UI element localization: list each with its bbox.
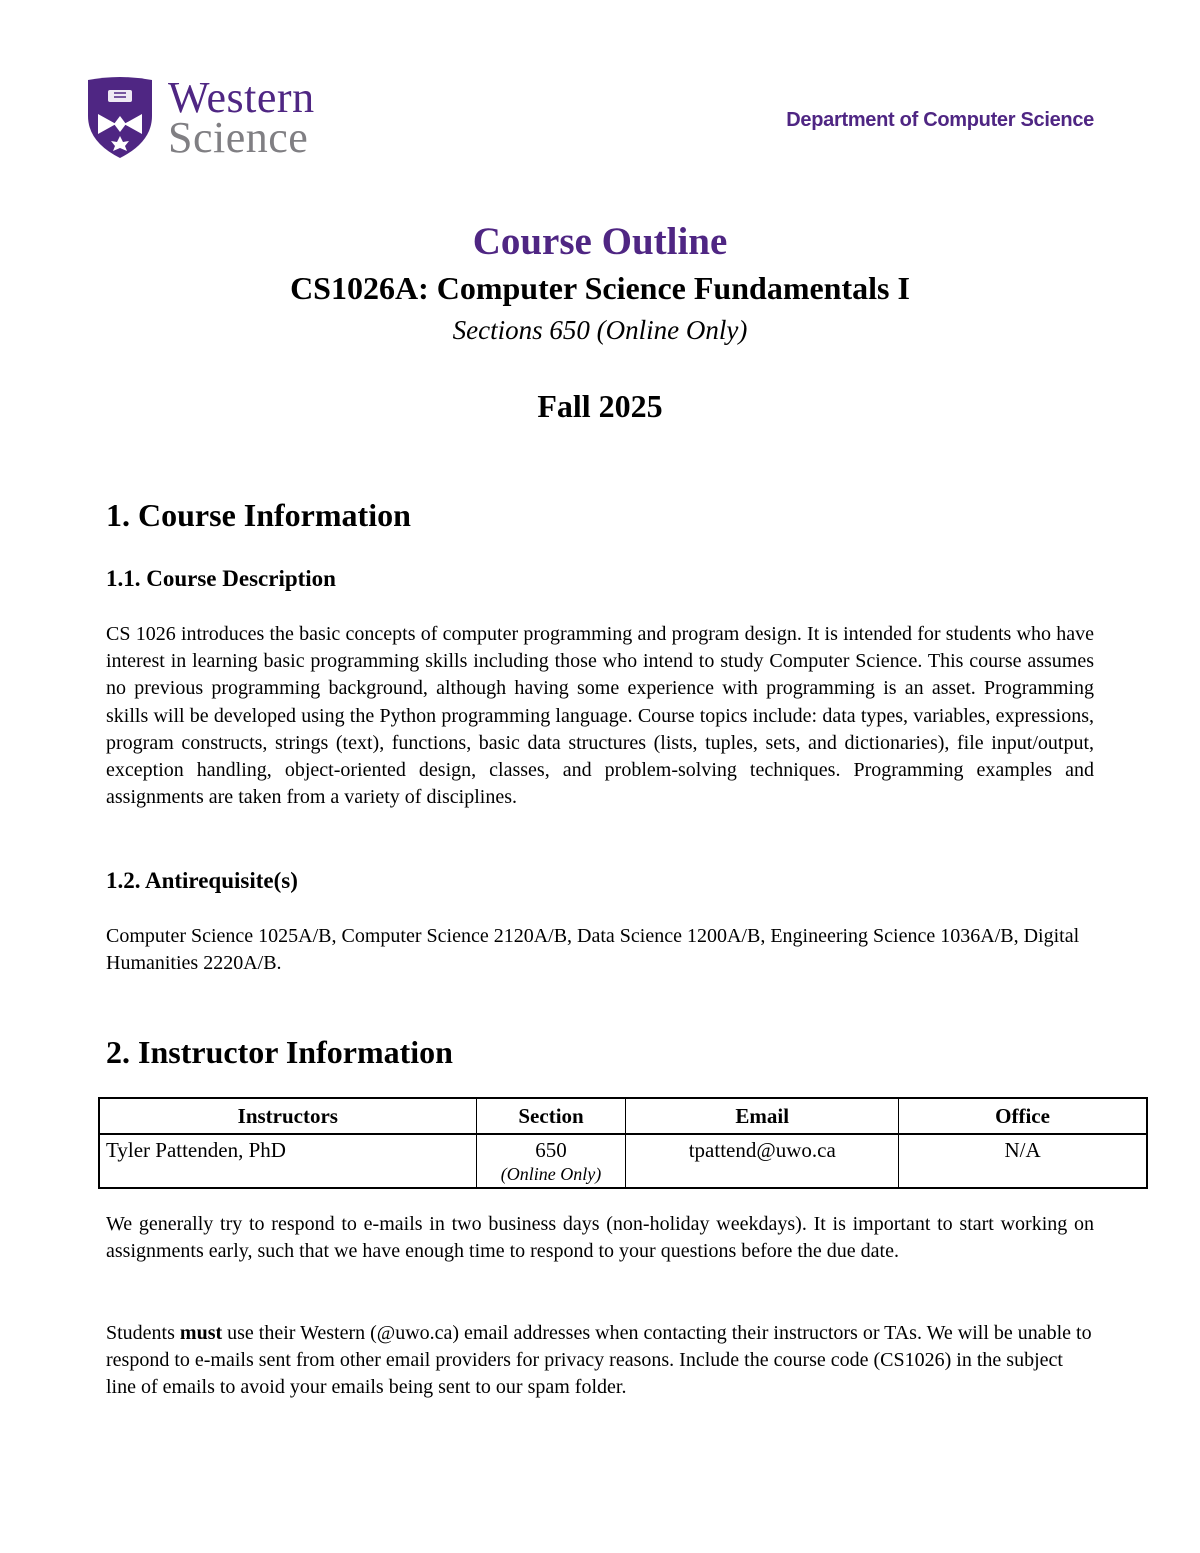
section-cell [476,1134,626,1188]
instructor-office: N/A [899,1134,1147,1188]
column-header: Email [626,1098,899,1134]
antirequisites-body [106,923,1096,977]
text-fragment: use their Western (@uwo.ca) email addresses when contacting their instructors or TAs. We will be unable to respond to e-mails sent from other email providers for privacy reasons. Include the course code (CS1026) in the subject line of emails to avoid your emails being sent to our spam folder. [106,1322,1092,1399]
email-response-paragraph [106,1211,1094,1265]
course-description-body [106,621,1094,811]
table-header-row [99,1098,1147,1134]
table-row [99,1134,1147,1188]
section-note: (Online Only) [500,1164,602,1184]
subsection-heading: 1.1. Course Description [106,566,336,591]
western-science-logo [86,73,346,162]
email-policy-text [106,1320,1094,1402]
email-response-text: We generally try to respond to e-mails in two business days (non-holiday weekdays). It is important to start working on assignments early, such that we have enough time to respond to your questions before the due date. [106,1213,1094,1263]
antirequisites-text: Computer Science 1025A/B, Computer Science 2120A/B, Data Science 1200A/B, Engineering Science 1036A/B, Digital Humanities 2220A/B. [106,925,1080,975]
logo-word-science: Science [168,113,309,162]
column-header: Section [476,1098,626,1134]
section-heading: 2. Instructor Information [106,1034,453,1070]
column-header: Instructors [99,1098,476,1134]
email-policy-paragraph [106,1320,1094,1402]
instructor-table [98,1097,1148,1189]
section-course-information [106,495,1094,535]
title-block [0,220,1200,426]
course-description-text: CS 1026 introduces the basic concepts of computer programming and program design. It is intended for students who have interest in learning basic programming skills including those who intend to study Computer Science. This course assumes no previous programming background, although having some experience with programming is an asset. Programming skills will be developed using the Python programming language. Course topics include: data types, variables, expressions, program constructs, strings (text), functions, basic data structures (lists, tuples, sets, and dictionaries), file input/output, exception handling, object-oriented design, classes, and problem-solving techniques. Programming examples and assignments are taken from a variety of disciplines. [106,623,1094,809]
shield-crest-icon [86,76,154,160]
text-fragment: Students [106,1322,180,1344]
course-sections: Sections 650 (Online Only) [452,315,748,345]
section-heading: 1. Course Information [106,497,411,533]
logo-word-western: Western [168,73,315,122]
instructor-email: tpattend@uwo.ca [626,1134,899,1188]
emphasis-must: must [179,1322,223,1344]
course-title: CS1026A: Computer Science Fundamentals I [290,270,910,306]
section-instructor-information [106,1032,1094,1072]
department-name: Department of Computer Science [786,109,1094,131]
course-term: Fall 2025 [537,388,663,424]
column-header: Office [899,1098,1147,1134]
subsection-heading: 1.2. Antirequisite(s) [106,868,298,893]
document-title: Course Outline [472,220,728,263]
section-number: 650 [535,1138,567,1162]
instructor-name: Tyler Pattenden, PhD [99,1134,476,1188]
subsection-antirequisites [106,866,1094,896]
subsection-course-description [106,564,1094,594]
